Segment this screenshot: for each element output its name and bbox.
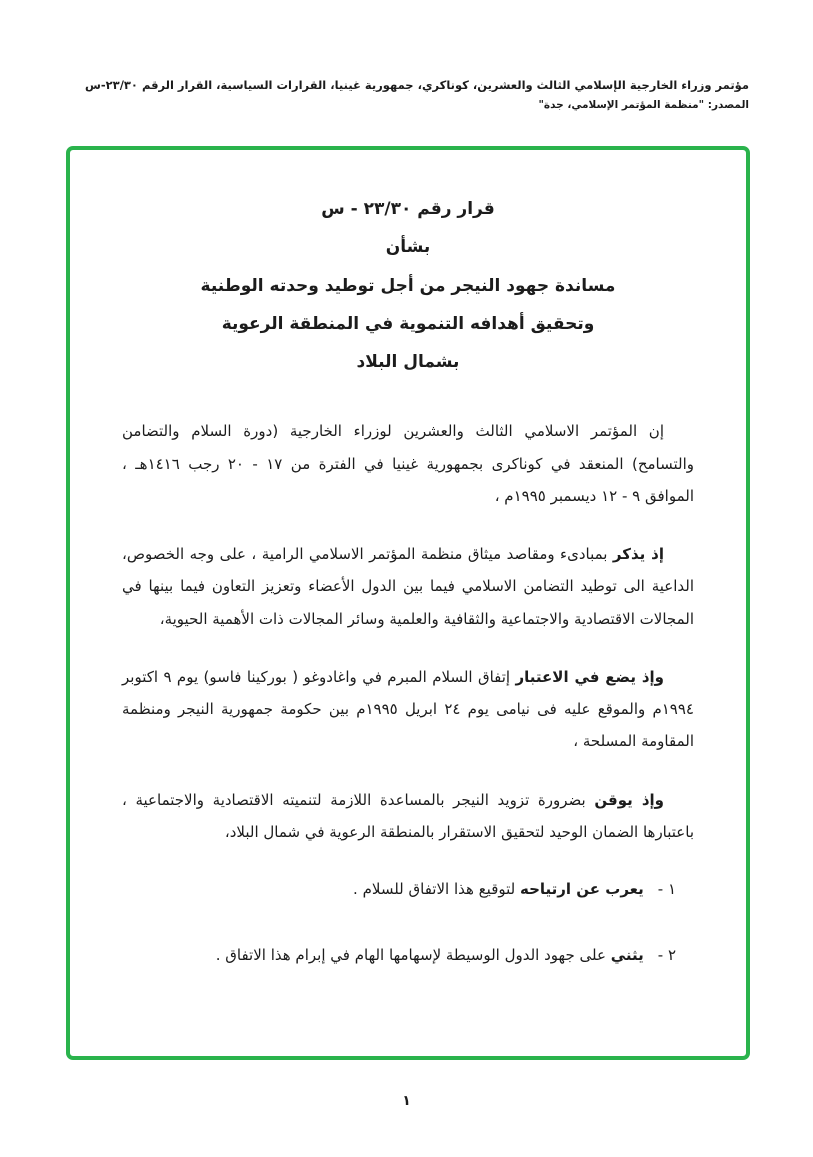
- item-text: [353, 874, 644, 906]
- preamble-paragraph: [122, 415, 694, 512]
- paragraph-text: بمبادىء ومقاصد ميثاق منظمة المؤتمر الاسلامي الرامية ، على وجه الخصوص، الداعية الى توطيد التضامن الاسلامي فيما بين الدول الأعضاء وتعزيز التعاون فيما بينها في المجالات الاقتصادية والاجتماعية والثقافية والعلمية وسائر المجالات ذات الأهمية الحيوية،: [122, 545, 694, 628]
- paragraph-text: إتفاق السلام المبرم في واغادوغو ( بوركينا فاسو) يوم ٩ اكتوبر ١٩٩٤م والموقع عليه فى نيامى يوم ٢٤ ابريل ١٩٩٥م بين حكومة جمهورية النيجر ومنظمة المقاومة المسلحة ،: [122, 667, 694, 751]
- item-text: [216, 940, 644, 972]
- title-line-number: قرار رقم ٢٣/٣٠ - س: [321, 199, 495, 219]
- title-line-subject-2: وتحقيق أهدافه التنموية في المنطقة الرعوية: [221, 313, 595, 334]
- item-lead: يثني: [610, 945, 644, 964]
- header-source-line: المصدر: "منظمة المؤتمر الإسلامي، جدة": [538, 99, 749, 111]
- resolution-text: [122, 415, 694, 971]
- page-number: ١: [402, 1093, 411, 1109]
- paragraph-text: إن المؤتمر الاسلامي الثالث والعشرين لوزراء الخارجية (دورة السلام والتضامن والتسامح) المنعقد في كوناكرى بجمهورية غينيا في الفترة من ١٧ - ٢٠ رجب ١٤١٦هـ ، الموافق ٩ - ١٢ ديسمبر ١٩٩٥م ،: [122, 422, 694, 505]
- convinced-paragraph: [122, 784, 694, 849]
- item-number: ١ -: [657, 880, 676, 898]
- item-number: ٢ -: [657, 945, 676, 964]
- list-item: [122, 940, 676, 972]
- recalling-paragraph: [122, 538, 694, 635]
- paragraph-lead: وإذ يضع في الاعتبار: [515, 667, 664, 686]
- item-rest: لتوقيع هذا الاتفاق للسلام .: [353, 880, 520, 898]
- item-rest: على جهود الدول الوسيطة لإسهامها الهام في إبرام هذا الاتفاق .: [215, 945, 611, 964]
- item-lead: يعرب عن ارتياحه: [519, 880, 644, 898]
- operative-items: [122, 874, 694, 971]
- title-line-subject-1: مساندة جهود النيجر من أجل توطيد وحدته الوطنية: [200, 275, 616, 296]
- title-line-regarding: بشأن: [385, 237, 431, 258]
- list-item: [122, 874, 676, 906]
- title-line-subject-3: بشمال البلاد: [356, 352, 460, 372]
- paragraph-lead: وإذ يوقن: [594, 790, 664, 809]
- document-header: [64, 78, 749, 111]
- paragraph-lead: إذ يذكر: [612, 545, 664, 563]
- resolution-body: [122, 190, 694, 1005]
- resolution-title: [122, 190, 694, 381]
- highlight-box: [66, 146, 750, 1060]
- considering-paragraph: [122, 661, 694, 758]
- header-citation-line: مؤتمر وزراء الخارجية الإسلامي الثالث والعشرين، كوناكري، جمهورية غينيا، القرارات السياسية، القرار الرقم ٢٣/٣٠-س: [85, 78, 749, 92]
- paragraph-text: بضرورة تزويد النيجر بالمساعدة اللازمة لتنميته الاقتصادية والاجتماعية ، باعتبارها الضمان الوحيد لتحقيق الاستقرار بالمنطقة الرعوية في شمال البلاد،: [122, 790, 694, 841]
